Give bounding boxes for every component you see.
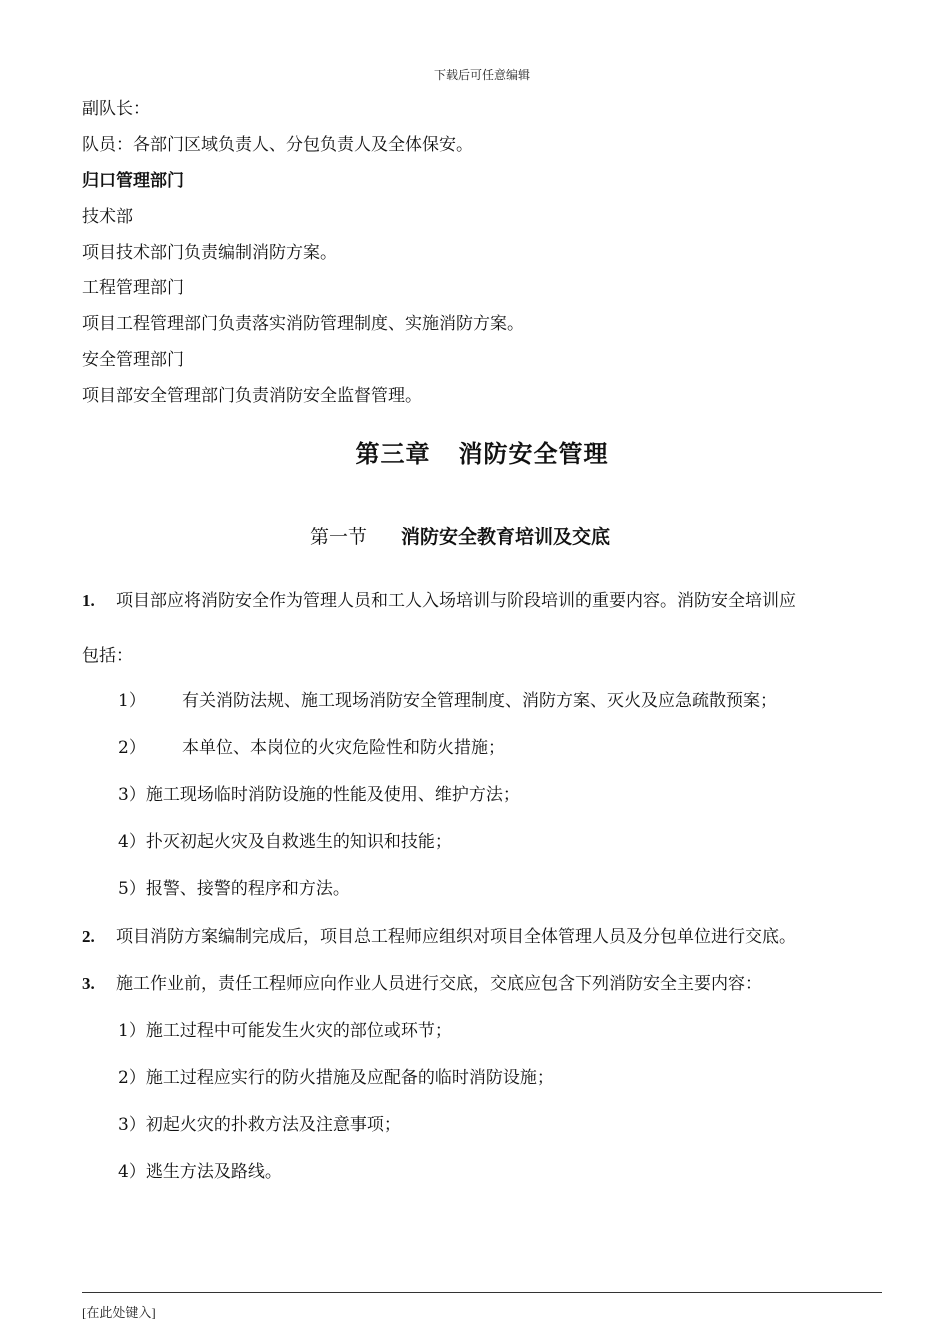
item-1-sub-4: 4）扑灭初起火灾及自救逃生的知识和技能； bbox=[118, 832, 452, 852]
chapter-number: 第三章 bbox=[355, 440, 431, 468]
tech-dept-label: 技术部 bbox=[82, 207, 133, 227]
item-3 bbox=[82, 973, 762, 995]
item-3-number: 3. bbox=[82, 974, 95, 993]
item-1-sub-1 bbox=[118, 690, 777, 712]
item-1-sub-2-mark: 2） bbox=[118, 738, 146, 758]
footer-placeholder[interactable]: [在此处键入] bbox=[82, 1305, 156, 1320]
item-3-sub-2: 2）施工过程应实行的防火措施及应配备的临时消防设施； bbox=[118, 1068, 554, 1088]
dept-heading: 归口管理部门 bbox=[82, 171, 184, 191]
safety-dept-label: 安全管理部门 bbox=[82, 350, 184, 370]
item-1-sub-1-mark: 1） bbox=[118, 691, 146, 711]
chapter-title: 消防安全管理 bbox=[458, 440, 609, 468]
deputy-captain-line: 副队长： bbox=[82, 99, 150, 119]
item-1-sub-5: 5）报警、接警的程序和方法。 bbox=[118, 879, 350, 899]
item-3-sub-1: 1）施工过程中可能发生火灾的部位或环节； bbox=[118, 1021, 452, 1041]
item-1-number: 1. bbox=[82, 591, 95, 610]
item-2 bbox=[82, 926, 796, 948]
item-1-continuation: 包括： bbox=[82, 646, 133, 666]
item-1-sub-3: 3）施工现场临时消防设施的性能及使用、维护方法； bbox=[118, 785, 520, 805]
chapter-heading bbox=[0, 434, 950, 469]
section-title: 消防安全教育培训及交底 bbox=[401, 526, 611, 548]
footer-divider bbox=[82, 1292, 882, 1293]
item-3-sub-3: 3）初起火灾的扑救方法及注意事项； bbox=[118, 1115, 401, 1135]
page-header-note: 下载后可任意编辑 bbox=[433, 68, 530, 82]
item-1 bbox=[82, 590, 796, 612]
item-1-sub-2-text: 本单位、本岗位的火灾危险性和防火措施； bbox=[182, 738, 505, 758]
tech-dept-desc: 项目技术部门负责编制消防方案。 bbox=[82, 243, 337, 263]
eng-dept-desc: 项目工程管理部门负责落实消防管理制度、实施消防方案。 bbox=[82, 314, 524, 334]
item-3-text: 施工作业前，责任工程师应向作业人员进行交底，交底应包含下列消防安全主要内容： bbox=[116, 974, 762, 994]
eng-dept-label: 工程管理部门 bbox=[82, 278, 184, 298]
item-3-sub-4: 4）逃生方法及路线。 bbox=[118, 1162, 282, 1182]
item-2-number: 2. bbox=[82, 927, 95, 946]
section-heading bbox=[310, 522, 610, 549]
section-number: 第一节 bbox=[310, 526, 368, 548]
item-1-text: 项目部应将消防安全作为管理人员和工人入场培训与阶段培训的重要内容。消防安全培训应 bbox=[116, 591, 796, 611]
members-line: 队员：各部门区域负责人、分包负责人及全体保安。 bbox=[82, 135, 473, 155]
item-1-sub-1-text: 有关消防法规、施工现场消防安全管理制度、消防方案、灭火及应急疏散预案； bbox=[182, 691, 777, 711]
item-1-sub-2 bbox=[118, 737, 505, 759]
safety-dept-desc: 项目部安全管理部门负责消防安全监督管理。 bbox=[82, 386, 422, 406]
item-2-text: 项目消防方案编制完成后，项目总工程师应组织对项目全体管理人员及分包单位进行交底。 bbox=[116, 927, 796, 947]
